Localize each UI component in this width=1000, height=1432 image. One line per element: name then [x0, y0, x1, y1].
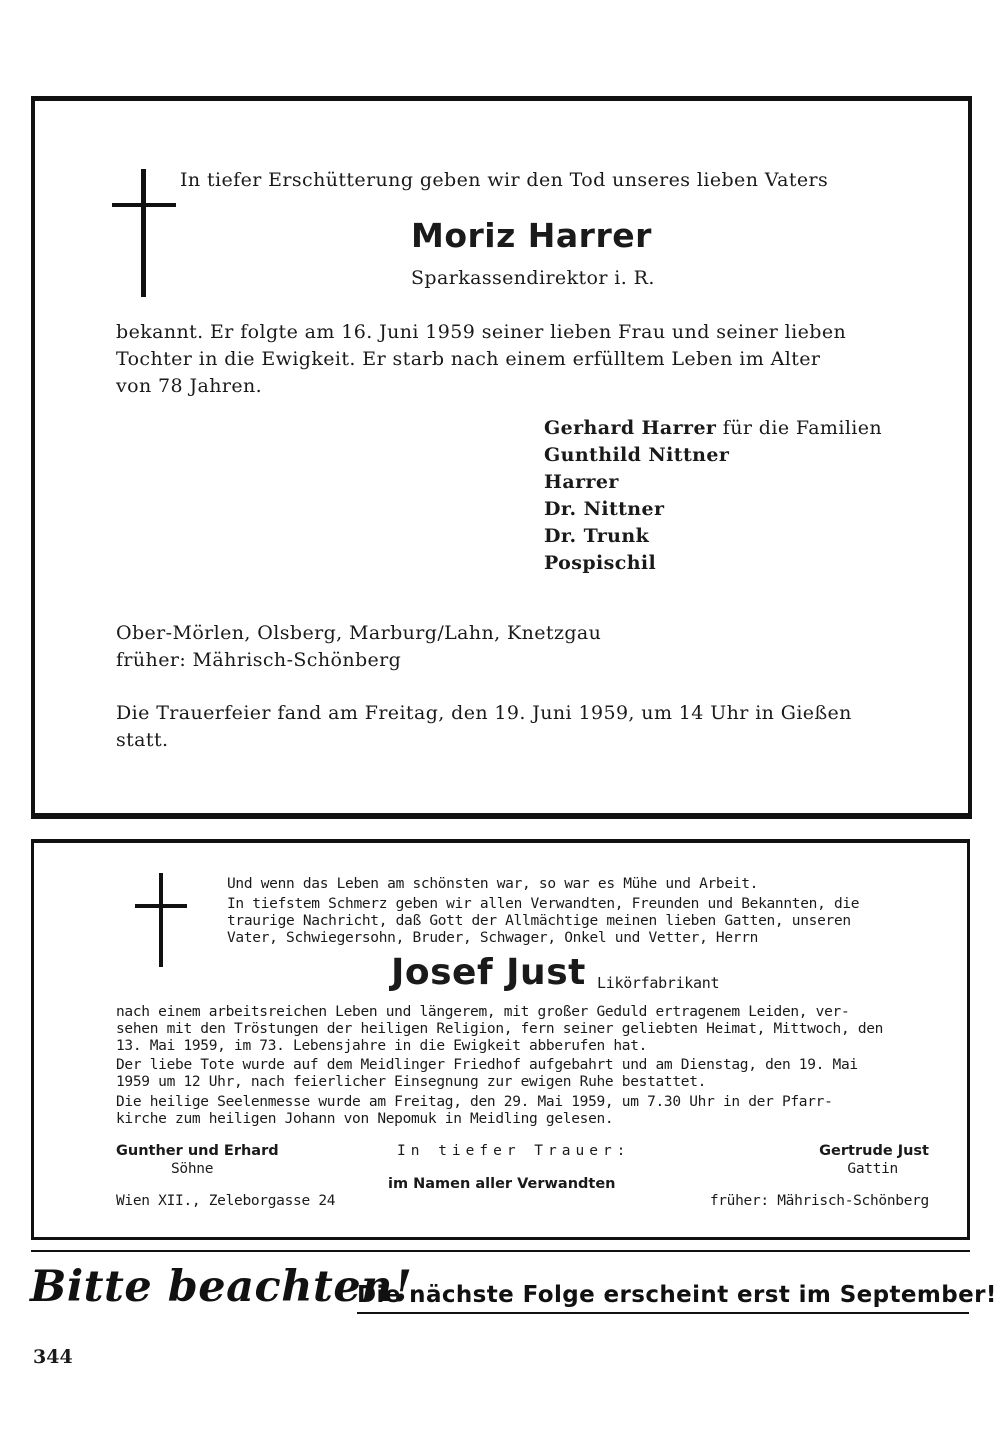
- obituary-notice-harrer: [31, 96, 972, 819]
- cross-icon-bar: [135, 904, 187, 908]
- mourning-line: In tiefer Trauer:: [397, 1143, 631, 1159]
- body-line: Tochter in die Ewigkeit. Er starb nach einem erfülltem Leben im Alter: [116, 348, 821, 370]
- places-line: Ober-Mörlen, Olsberg, Marburg/Lahn, Knetzgau: [116, 622, 602, 644]
- mourning-relatives: im Namen aller Verwandten: [388, 1176, 616, 1192]
- cross-icon: [159, 873, 163, 967]
- intro-line: Vater, Schwiegersohn, Bruder, Schwager, Onkel und Vetter, Herrn: [227, 930, 759, 946]
- intro-line: In tiefstem Schmerz geben wir allen Verwandten, Freunden und Bekannten, die: [227, 896, 860, 912]
- body-line: nach einem arbeitsreichen Leben und längerem, mit großer Geduld ertragenem Leiden, ver-: [116, 1004, 850, 1020]
- signatory-name: Pospischil: [544, 552, 657, 574]
- signatory-name: Harrer: [544, 471, 619, 493]
- deceased-name: Josef Just: [391, 952, 586, 993]
- signatory-name: Dr. Trunk: [544, 525, 650, 547]
- places-line: früher: Mährisch-Schönberg: [116, 649, 402, 671]
- intro-text: In tiefer Erschütterung geben wir den Tod unseres lieben Vaters: [180, 169, 829, 191]
- signature-widow: Gertrude Just: [819, 1143, 929, 1159]
- notice-heading: Bitte beachten!: [30, 1262, 413, 1312]
- deceased-title: Sparkassendirektor i. R.: [411, 267, 655, 289]
- signature-widow-role: Gattin: [847, 1161, 898, 1177]
- body-line: Der liebe Tote wurde auf dem Meidlinger Friedhof aufgebahrt und am Dienstag, den 19. Mai: [116, 1057, 858, 1073]
- signature-sons-role: Söhne: [171, 1161, 214, 1177]
- funeral-line: Die Trauerfeier fand am Freitag, den 19. Juni 1959, um 14 Uhr in Gießen: [116, 702, 852, 724]
- funeral-line: statt.: [116, 729, 169, 751]
- body-line: von 78 Jahren.: [116, 375, 263, 397]
- cross-icon: [141, 169, 146, 297]
- deceased-name: Moriz Harrer: [411, 216, 652, 255]
- signatory-name: Dr. Nittner: [544, 498, 665, 520]
- formerly: früher: Mährisch-Schönberg: [709, 1193, 929, 1209]
- next-issue-notice: Die nächste Folge erscheint erst im September!: [357, 1282, 997, 1308]
- body-line: 1959 um 12 Uhr, nach feierlicher Einsegnung zur ewigen Ruhe bestattet.: [116, 1074, 707, 1090]
- signature-sons: Gunther und Erhard: [116, 1143, 279, 1159]
- body-line: kirche zum heiligen Johann von Nepomuk in Meidling gelesen.: [116, 1111, 614, 1127]
- page-number: 344: [33, 1346, 73, 1368]
- deceased-occupation: Likörfabrikant: [597, 974, 720, 992]
- intro-line: traurige Nachricht, daß Gott der Allmächtige meinen lieben Gatten, unseren: [227, 913, 851, 929]
- intro-line: Und wenn das Leben am schönsten war, so war es Mühe und Arbeit.: [227, 876, 759, 892]
- next-issue-underline: [357, 1312, 969, 1314]
- body-line: sehen mit den Tröstungen der heiligen Religion, fern seiner geliebten Heimat, Mittwoch, den: [116, 1021, 884, 1037]
- footer-divider: [31, 1250, 970, 1252]
- address: Wien XII., Zeleborgasse 24: [116, 1193, 336, 1209]
- signatory-suffix: für die Familien: [722, 417, 883, 439]
- signatory-name: Gerhard Harrer: [544, 417, 717, 439]
- signatory-name: Gunthild Nittner: [544, 444, 730, 466]
- body-line: bekannt. Er folgte am 16. Juni 1959 seiner lieben Frau und seiner lieben: [116, 321, 847, 343]
- obituary-notice-just: [31, 839, 970, 1240]
- signatory-line: [544, 415, 882, 442]
- body-line: Die heilige Seelenmesse wurde am Freitag, den 29. Mai 1959, um 7.30 Uhr in der Pfarr-: [116, 1094, 833, 1110]
- body-line: 13. Mai 1959, im 73. Lebensjahre in die Ewigkeit abberufen hat.: [116, 1038, 648, 1054]
- cross-icon-bar: [112, 203, 176, 207]
